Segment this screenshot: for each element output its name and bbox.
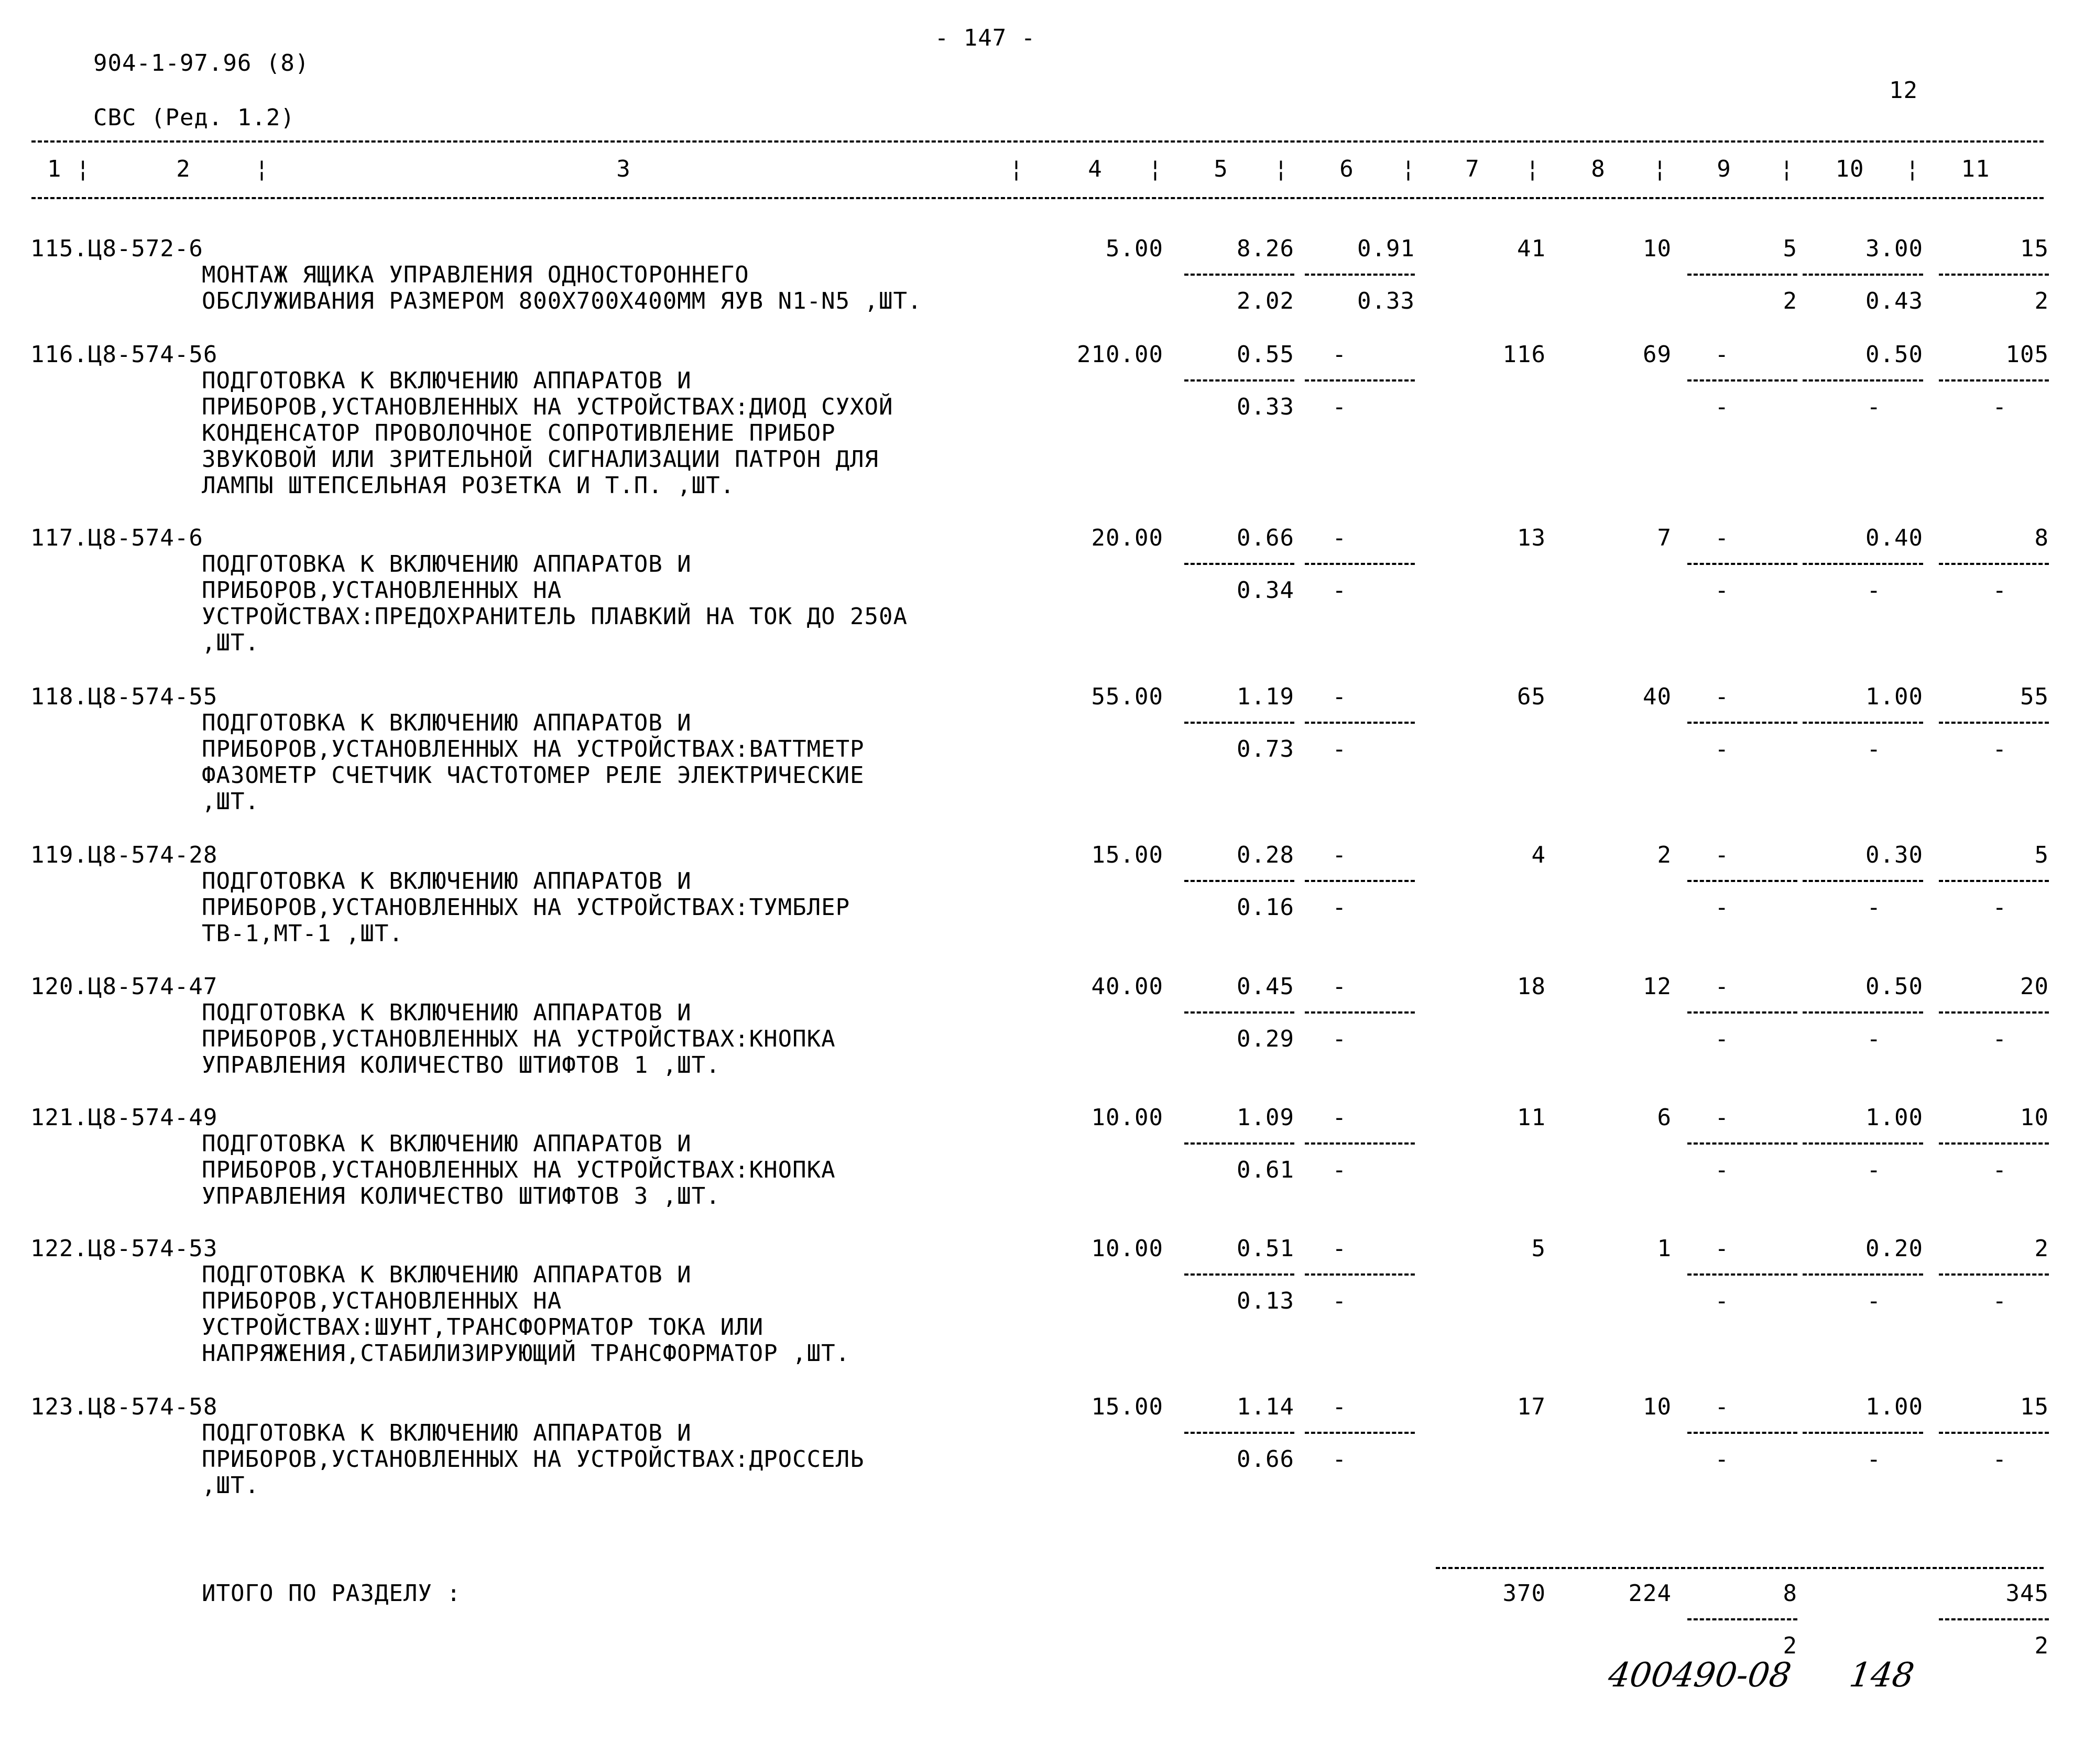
row-c9-top: - [1715, 1104, 1729, 1131]
row-c6-rule [1305, 379, 1415, 382]
row-c10-bottom: - [1867, 577, 1881, 604]
row-c6-rule [1305, 880, 1415, 882]
row-code: 115.Ц8-572-6 [30, 235, 203, 262]
row-description-line: ,ШТ. [202, 788, 259, 815]
column-header-3: ¦ [255, 156, 269, 182]
row-description-line: ОБСЛУЖИВАНИЯ РАЗМЕРОМ 800Х700Х400ММ ЯУВ N1-N5 ,ШТ. [202, 288, 922, 314]
row-c10-top: 0.50 [1865, 341, 1923, 368]
row-c6-bottom: 0.33 [1357, 288, 1415, 314]
row-c5-top: 1.19 [1237, 683, 1294, 710]
row-c11-rule [1939, 379, 2049, 382]
row-c9-top: - [1715, 973, 1729, 1000]
row-c10-rule [1803, 880, 1923, 882]
row-c6-top: - [1332, 683, 1347, 710]
row-description-line: ПОДГОТОВКА К ВКЛЮЧЕНИЮ АППАРАТОВ И [202, 1420, 692, 1446]
row-c11-rule [1939, 1011, 2049, 1014]
row-col8: 1 [1657, 1235, 1672, 1262]
row-c5-rule [1184, 1432, 1294, 1434]
total-col11-top: 345 [2005, 1580, 2049, 1607]
column-header-9: ¦ [1274, 156, 1289, 182]
column-header-20: 11 [1961, 156, 1990, 182]
row-c5-bottom: 0.61 [1237, 1157, 1294, 1183]
row-c6-rule [1305, 1142, 1415, 1145]
row-quantity: 10.00 [1091, 1235, 1163, 1262]
row-c6-bottom: - [1332, 1288, 1347, 1314]
row-description-line: ПОДГОТОВКА К ВКЛЮЧЕНИЮ АППАРАТОВ И [202, 868, 692, 895]
column-header-8: 5 [1214, 156, 1228, 182]
row-c9-rule [1687, 1273, 1797, 1276]
row-description-line: ПРИБОРОВ,УСТАНОВЛЕННЫХ НА [202, 1288, 562, 1314]
row-c9-top: - [1715, 683, 1729, 710]
row-c9-rule [1687, 722, 1797, 724]
row-c9-top: - [1715, 1393, 1729, 1420]
row-quantity: 15.00 [1091, 842, 1163, 868]
row-quantity: 5.00 [1106, 235, 1163, 262]
row-code: 116.Ц8-574-56 [30, 341, 218, 368]
row-c11-top: 8 [2034, 525, 2049, 551]
row-description-line: ,ШТ. [202, 1472, 259, 1499]
row-c11-bottom: - [1992, 894, 2007, 921]
row-description-line: ЗВУКОВОЙ ИЛИ ЗРИТЕЛЬНОЙ СИГНАЛИЗАЦИИ ПАТРОН ДЛЯ [202, 446, 879, 473]
row-c10-top: 1.00 [1865, 1104, 1923, 1131]
row-c6-bottom: - [1332, 1157, 1347, 1183]
row-c9-bottom: - [1715, 1026, 1729, 1052]
row-c6-bottom: - [1332, 894, 1347, 921]
row-col8: 7 [1657, 525, 1672, 551]
row-c10-top: 1.00 [1865, 1393, 1923, 1420]
row-c11-top: 15 [2020, 1393, 2049, 1420]
row-c11-rule [1939, 1273, 2049, 1276]
row-c5-top: 0.45 [1237, 973, 1294, 1000]
row-description-line: КОНДЕНСАТОР ПРОВОЛОЧНОЕ СОПРОТИВЛЕНИЕ ПРИБОР [202, 420, 836, 447]
row-c11-rule [1939, 1142, 2049, 1145]
row-c5-top: 0.51 [1237, 1235, 1294, 1262]
row-c6-top: - [1332, 525, 1347, 551]
row-description-line: ПОДГОТОВКА К ВКЛЮЧЕНИЮ АППАРАТОВ И [202, 999, 692, 1026]
row-quantity: 55.00 [1091, 683, 1163, 710]
row-col7: 5 [1531, 1235, 1546, 1262]
row-description-line: ПРИБОРОВ,УСТАНОВЛЕННЫХ НА [202, 577, 562, 604]
row-description-line: ПОДГОТОВКА К ВКЛЮЧЕНИЮ АППАРАТОВ И [202, 367, 692, 394]
row-c9-rule [1687, 379, 1797, 382]
sheet-number: 12 [1889, 77, 1918, 104]
handwritten-page: 148 [1847, 1656, 1917, 1695]
row-description-line: ПРИБОРОВ,УСТАНОВЛЕННЫХ НА УСТРОЙСТВАХ:ДРОССЕЛЬ [202, 1446, 865, 1473]
row-c10-rule [1803, 1273, 1923, 1276]
row-description-line: ПРИБОРОВ,УСТАНОВЛЕННЫХ НА УСТРОЙСТВАХ:ТУМБЛЕР [202, 894, 850, 921]
row-c11-rule [1939, 274, 2049, 276]
row-quantity: 10.00 [1091, 1104, 1163, 1131]
row-code: 118.Ц8-574-55 [30, 683, 218, 710]
row-c5-bottom: 0.16 [1237, 894, 1294, 921]
row-c9-rule [1687, 274, 1797, 276]
row-c11-rule [1939, 563, 2049, 565]
row-c10-rule [1803, 722, 1923, 724]
row-c6-top: - [1332, 1104, 1347, 1131]
row-c11-top: 55 [2020, 683, 2049, 710]
row-c10-top: 3.00 [1865, 235, 1923, 262]
row-code: 119.Ц8-574-28 [30, 842, 218, 868]
column-header-4: 3 [616, 156, 631, 182]
row-col7: 41 [1517, 235, 1546, 262]
row-c11-bottom: - [1992, 394, 2007, 420]
column-header-7: ¦ [1148, 156, 1163, 182]
row-code: 117.Ц8-574-6 [30, 525, 203, 551]
row-c9-bottom: - [1715, 1157, 1729, 1183]
total-top-rule [1436, 1567, 2044, 1569]
row-c9-top: 5 [1783, 235, 1797, 262]
row-c10-top: 0.40 [1865, 525, 1923, 551]
row-c5-top: 0.28 [1237, 842, 1294, 868]
row-c11-top: 5 [2034, 842, 2049, 868]
row-col8: 12 [1643, 973, 1672, 1000]
row-code: 122.Ц8-574-53 [30, 1235, 218, 1262]
row-c10-top: 0.20 [1865, 1235, 1923, 1262]
total-col8: 224 [1628, 1580, 1672, 1607]
row-c11-bottom: 2 [2034, 288, 2049, 314]
total-col9-top: 8 [1783, 1580, 1797, 1607]
column-header-17: ¦ [1780, 156, 1794, 182]
column-header-11: ¦ [1401, 156, 1416, 182]
document-code: 904-1-97.96 (8) [93, 50, 310, 77]
row-c6-bottom: - [1332, 577, 1347, 604]
row-c9-rule [1687, 1432, 1797, 1434]
total-col9-bottom: 2 [1783, 1632, 1797, 1659]
page-number: - 147 - [934, 25, 1036, 51]
row-c9-top: - [1715, 525, 1729, 551]
row-c10-rule [1803, 1142, 1923, 1145]
row-c11-top: 2 [2034, 1235, 2049, 1262]
column-header-10: 6 [1339, 156, 1354, 182]
row-col8: 69 [1643, 341, 1672, 368]
row-code: 121.Ц8-574-49 [30, 1104, 218, 1131]
row-c11-bottom: - [1992, 1157, 2007, 1183]
row-c5-bottom: 0.29 [1237, 1026, 1294, 1052]
row-c6-rule [1305, 1273, 1415, 1276]
row-c5-top: 0.66 [1237, 525, 1294, 551]
row-c9-bottom: - [1715, 1288, 1729, 1314]
revision-label: СВС (Ред. 1.2) [93, 104, 295, 131]
row-c5-rule [1184, 1142, 1294, 1145]
column-header-14: 8 [1591, 156, 1606, 182]
row-c11-rule [1939, 722, 2049, 724]
row-description-line: ЛАМПЫ ШТЕПСЕЛЬНАЯ РОЗЕТКА И Т.П. ,ШТ. [202, 472, 735, 499]
row-col7: 13 [1517, 525, 1546, 551]
row-c5-bottom: 0.66 [1237, 1446, 1294, 1473]
column-header-19: ¦ [1905, 156, 1920, 182]
row-c9-bottom: 2 [1783, 288, 1797, 314]
row-description-line: УСТРОЙСТВАХ:ПРЕДОХРАНИТЕЛЬ ПЛАВКИЙ НА ТОК ДО 250А [202, 603, 908, 630]
row-col8: 10 [1643, 235, 1672, 262]
row-c10-top: 0.30 [1865, 842, 1923, 868]
row-description-line: ПОДГОТОВКА К ВКЛЮЧЕНИЮ АППАРАТОВ И [202, 1261, 692, 1288]
row-c6-rule [1305, 1432, 1415, 1434]
column-header-15: ¦ [1653, 156, 1667, 182]
row-description-line: ПОДГОТОВКА К ВКЛЮЧЕНИЮ АППАРАТОВ И [202, 1130, 692, 1157]
row-col7: 65 [1517, 683, 1546, 710]
row-c11-bottom: - [1992, 1026, 2007, 1052]
row-description-line: УСТРОЙСТВАХ:ШУНТ,ТРАНСФОРМАТОР ТОКА ИЛИ [202, 1314, 764, 1341]
row-c10-bottom: - [1867, 736, 1881, 763]
row-quantity: 210.00 [1077, 341, 1163, 368]
row-c5-rule [1184, 880, 1294, 882]
row-description-line: ,ШТ. [202, 629, 259, 656]
row-col7: 11 [1517, 1104, 1546, 1131]
row-c9-rule [1687, 1142, 1797, 1145]
row-c11-rule [1939, 1432, 2049, 1434]
row-c10-bottom: - [1867, 1026, 1881, 1052]
row-col7: 116 [1502, 341, 1546, 368]
row-c10-bottom: - [1867, 1288, 1881, 1314]
row-c6-bottom: - [1332, 1446, 1347, 1473]
row-c6-rule [1305, 722, 1415, 724]
row-c9-bottom: - [1715, 1446, 1729, 1473]
row-c9-rule [1687, 1011, 1797, 1014]
row-c10-bottom: 0.43 [1865, 288, 1923, 314]
row-c11-top: 15 [2020, 235, 2049, 262]
row-c9-bottom: - [1715, 577, 1729, 604]
row-c9-rule [1687, 563, 1797, 565]
row-c6-bottom: - [1332, 1026, 1347, 1052]
handwritten-reference: 400490-08 [1606, 1656, 1794, 1695]
row-c9-bottom: - [1715, 736, 1729, 763]
row-description-line: ПРИБОРОВ,УСТАНОВЛЕННЫХ НА УСТРОЙСТВАХ:ВАТТМЕТР [202, 736, 865, 763]
column-header-2: 2 [176, 156, 191, 182]
row-c5-rule [1184, 274, 1294, 276]
row-c9-bottom: - [1715, 894, 1729, 921]
row-description-line: МОНТАЖ ЯЩИКА УПРАВЛЕНИЯ ОДНОСТОРОННЕГО [202, 262, 749, 288]
row-description-line: ТВ-1,МТ-1 ,ШТ. [202, 920, 403, 947]
row-c6-top: - [1332, 341, 1347, 368]
row-c9-rule [1687, 880, 1797, 882]
row-c6-top: - [1332, 842, 1347, 868]
row-c9-top: - [1715, 341, 1729, 368]
row-quantity: 20.00 [1091, 525, 1163, 551]
row-description-line: ПРИБОРОВ,УСТАНОВЛЕННЫХ НА УСТРОЙСТВАХ:ДИОД СУХОЙ [202, 394, 893, 420]
row-c10-top: 0.50 [1865, 973, 1923, 1000]
row-description-line: ПРИБОРОВ,УСТАНОВЛЕННЫХ НА УСТРОЙСТВАХ:КНОПКА [202, 1157, 836, 1183]
row-c5-top: 1.09 [1237, 1104, 1294, 1131]
row-c9-top: - [1715, 842, 1729, 868]
row-c10-rule [1803, 1432, 1923, 1434]
row-quantity: 15.00 [1091, 1393, 1163, 1420]
row-description-line: УПРАВЛЕНИЯ КОЛИЧЕСТВО ШТИФТОВ 3 ,ШТ. [202, 1183, 721, 1210]
row-description-line: УПРАВЛЕНИЯ КОЛИЧЕСТВО ШТИФТОВ 1 ,ШТ. [202, 1052, 721, 1079]
row-c11-bottom: - [1992, 736, 2007, 763]
row-quantity: 40.00 [1091, 973, 1163, 1000]
row-c6-rule [1305, 1011, 1415, 1014]
row-c11-top: 10 [2020, 1104, 2049, 1131]
row-description-line: ПОДГОТОВКА К ВКЛЮЧЕНИЮ АППАРАТОВ И [202, 710, 692, 736]
row-c5-rule [1184, 1011, 1294, 1014]
column-header-13: ¦ [1525, 156, 1540, 182]
column-header-12: 7 [1465, 156, 1480, 182]
total-col11-bottom: 2 [2034, 1632, 2049, 1659]
header-bottom-rule [31, 197, 2044, 199]
row-description-line: НАПРЯЖЕНИЯ,СТАБИЛИЗИРУЮЩИЙ ТРАНСФОРМАТОР ,ШТ. [202, 1340, 850, 1367]
row-c6-bottom: - [1332, 736, 1347, 763]
row-c5-top: 0.55 [1237, 341, 1294, 368]
row-col8: 40 [1643, 683, 1672, 710]
row-description-line: ПОДГОТОВКА К ВКЛЮЧЕНИЮ АППАРАТОВ И [202, 551, 692, 578]
row-c5-top: 1.14 [1237, 1393, 1294, 1420]
row-c11-bottom: - [1992, 1288, 2007, 1314]
row-col7: 18 [1517, 973, 1546, 1000]
row-col7: 4 [1531, 842, 1546, 868]
row-c11-bottom: - [1992, 1446, 2007, 1473]
row-c5-bottom: 0.13 [1237, 1288, 1294, 1314]
row-c10-top: 1.00 [1865, 683, 1923, 710]
total-col11-rule [1939, 1618, 2049, 1620]
row-c10-rule [1803, 274, 1923, 276]
row-c10-rule [1803, 379, 1923, 382]
column-header-6: 4 [1088, 156, 1103, 182]
row-c5-rule [1184, 379, 1294, 382]
row-c10-rule [1803, 1011, 1923, 1014]
row-c6-rule [1305, 274, 1415, 276]
row-c11-bottom: - [1992, 577, 2007, 604]
row-col7: 17 [1517, 1393, 1546, 1420]
row-col8: 2 [1657, 842, 1672, 868]
column-header-5: ¦ [1009, 156, 1024, 182]
row-c10-bottom: - [1867, 394, 1881, 420]
row-c10-bottom: - [1867, 1446, 1881, 1473]
row-c9-top: - [1715, 1235, 1729, 1262]
column-header-18: 10 [1835, 156, 1864, 182]
row-description-line: ПРИБОРОВ,УСТАНОВЛЕННЫХ НА УСТРОЙСТВАХ:КНОПКА [202, 1026, 836, 1052]
total-col9-rule [1687, 1618, 1797, 1620]
total-label: ИТОГО ПО РАЗДЕЛУ : [202, 1580, 461, 1607]
row-c6-top: - [1332, 1235, 1347, 1262]
row-col8: 6 [1657, 1104, 1672, 1131]
row-code: 120.Ц8-574-47 [30, 973, 218, 1000]
row-c10-bottom: - [1867, 1157, 1881, 1183]
row-c6-top: 0.91 [1357, 235, 1415, 262]
row-c11-rule [1939, 880, 2049, 882]
row-description-line: ФАЗОМЕТР СЧЕТЧИК ЧАСТОТОМЕР РЕЛЕ ЭЛЕКТРИЧЕСКИЕ [202, 762, 865, 789]
row-c6-bottom: - [1332, 394, 1347, 420]
row-c5-rule [1184, 1273, 1294, 1276]
row-c5-bottom: 0.73 [1237, 736, 1294, 763]
row-c5-rule [1184, 722, 1294, 724]
row-c5-rule [1184, 563, 1294, 565]
row-c9-bottom: - [1715, 394, 1729, 420]
row-c6-rule [1305, 563, 1415, 565]
row-c11-top: 105 [2005, 341, 2049, 368]
row-code: 123.Ц8-574-58 [30, 1393, 218, 1420]
column-header-1: 1 ¦ [47, 156, 91, 182]
row-c5-top: 8.26 [1237, 235, 1294, 262]
row-c10-rule [1803, 563, 1923, 565]
header-top-rule [31, 140, 2044, 143]
row-c11-top: 20 [2020, 973, 2049, 1000]
column-header-16: 9 [1717, 156, 1731, 182]
total-col7: 370 [1502, 1580, 1546, 1607]
row-c5-bottom: 0.33 [1237, 394, 1294, 420]
row-col8: 10 [1643, 1393, 1672, 1420]
row-c5-bottom: 0.34 [1237, 577, 1294, 604]
row-c6-top: - [1332, 1393, 1347, 1420]
row-c6-top: - [1332, 973, 1347, 1000]
row-c10-bottom: - [1867, 894, 1881, 921]
row-c5-bottom: 2.02 [1237, 288, 1294, 314]
